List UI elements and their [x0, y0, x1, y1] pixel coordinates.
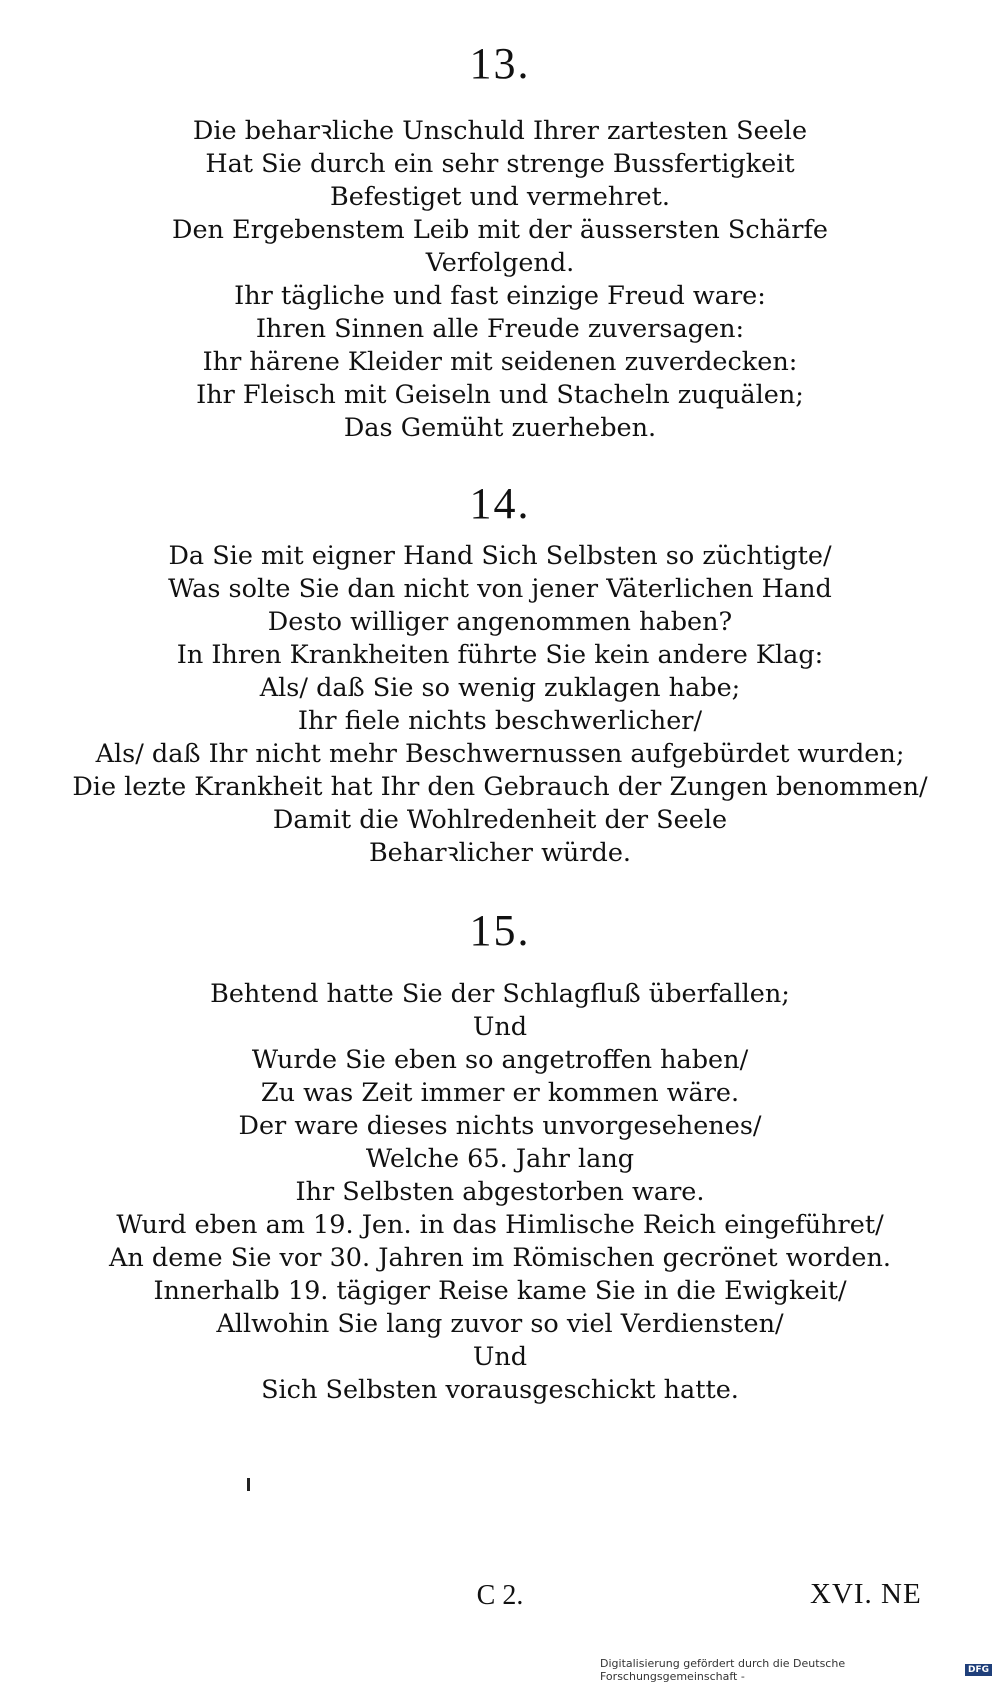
verse-line: Da Sie mit eigner Hand Sich Selbsten so züchtigte/ [168, 541, 832, 571]
verse-line: Der ware dieses nichts unvorgesehenes/ [238, 1111, 762, 1141]
dfg-logo: DFG [965, 1664, 992, 1676]
verse-line: Und [472, 1342, 528, 1372]
verse-line: Desto williger angenommen haben? [267, 607, 733, 637]
verse-line: Die lezte Krankheit hat Ihr den Gebrauch der Zungen benommen/ [72, 772, 928, 802]
verse-line: Ihren Sinnen alle Freude zuversagen: [255, 314, 745, 344]
verse-line: Damit die Wohlredenheit der Seele [272, 805, 728, 835]
section-number-13: 13. [469, 39, 531, 88]
ink-mark [247, 1478, 250, 1491]
verse-line: Ihr fiele nichts beschwerlicher/ [297, 706, 703, 736]
verse-line: Hat Sie durch ein sehr strenge Bussfertigkeit [205, 149, 795, 179]
verse-line: Und [472, 1012, 528, 1042]
verse-line: Welche 65. Jahr lang [365, 1144, 635, 1174]
verse-line: Ihr tägliche und fast einzige Freud ware: [234, 281, 766, 311]
signature-mark: C 2. [476, 1580, 524, 1611]
verse-line: Wurd eben am 19. Jen. in das Himlische Reich eingeführet/ [116, 1210, 884, 1240]
verse-line: Behtend hatte Sie der Schlagfluß überfallen; [210, 979, 790, 1009]
verse-line: Wurde Sie eben so angetroffen haben/ [251, 1045, 749, 1075]
verse-line: Beharꝛlicher würde. [368, 838, 632, 868]
verse-line: Allwohin Sie lang zuvor so viel Verdiensten/ [216, 1309, 784, 1339]
verse-line: Das Gemüht zuerheben. [343, 413, 657, 443]
verse-line: Zu was Zeit immer er kommen wäre. [260, 1078, 740, 1108]
verse-line: Ihr härene Kleider mit seidenen zuverdecken: [202, 347, 798, 377]
verse-line: Innerhalb 19. tägiger Reise kame Sie in die Ewigkeit/ [153, 1276, 847, 1306]
verse-line: Ihr Fleisch mit Geiseln und Stacheln zuquälen; [196, 380, 804, 410]
section-13-text [60, 115, 940, 445]
digitization-credit [600, 1657, 992, 1683]
verse-line: Was solte Sie dan nicht von jener Väterlichen Hand [168, 574, 832, 604]
section-14-text [60, 540, 940, 870]
section-number-14: 14. [469, 479, 531, 528]
verse-line: Sich Selbsten vorausgeschickt hatte. [261, 1375, 739, 1405]
section-number-15: 15. [469, 906, 531, 955]
verse-line: Ihr Selbsten abgestorben ware. [295, 1177, 705, 1207]
verse-line: An deme Sie vor 30. Jahren im Römischen gecrönet worden. [108, 1243, 892, 1273]
credit-text: Digitalisierung gefördert durch die Deutsche Forschungsgemeinschaft - [600, 1657, 846, 1683]
verse-line: Verfolgend. [425, 248, 575, 278]
verse-line: Als/ daß Ihr nicht mehr Beschwernussen aufgebürdet wurden; [95, 739, 905, 769]
verse-line: Als/ daß Sie so wenig zuklagen habe; [259, 673, 741, 703]
verse-line: In Ihren Krankheiten führte Sie kein andere Klag: [176, 640, 824, 670]
catchword: XVI. NE [810, 1578, 922, 1610]
verse-line: Den Ergebenstem Leib mit der äussersten Schärfe [172, 215, 828, 245]
section-15-text [60, 978, 940, 1407]
verse-line: Befestiget und vermehret. [330, 182, 670, 212]
verse-line: Die beharꝛliche Unschuld Ihrer zartesten Seele [192, 116, 808, 146]
